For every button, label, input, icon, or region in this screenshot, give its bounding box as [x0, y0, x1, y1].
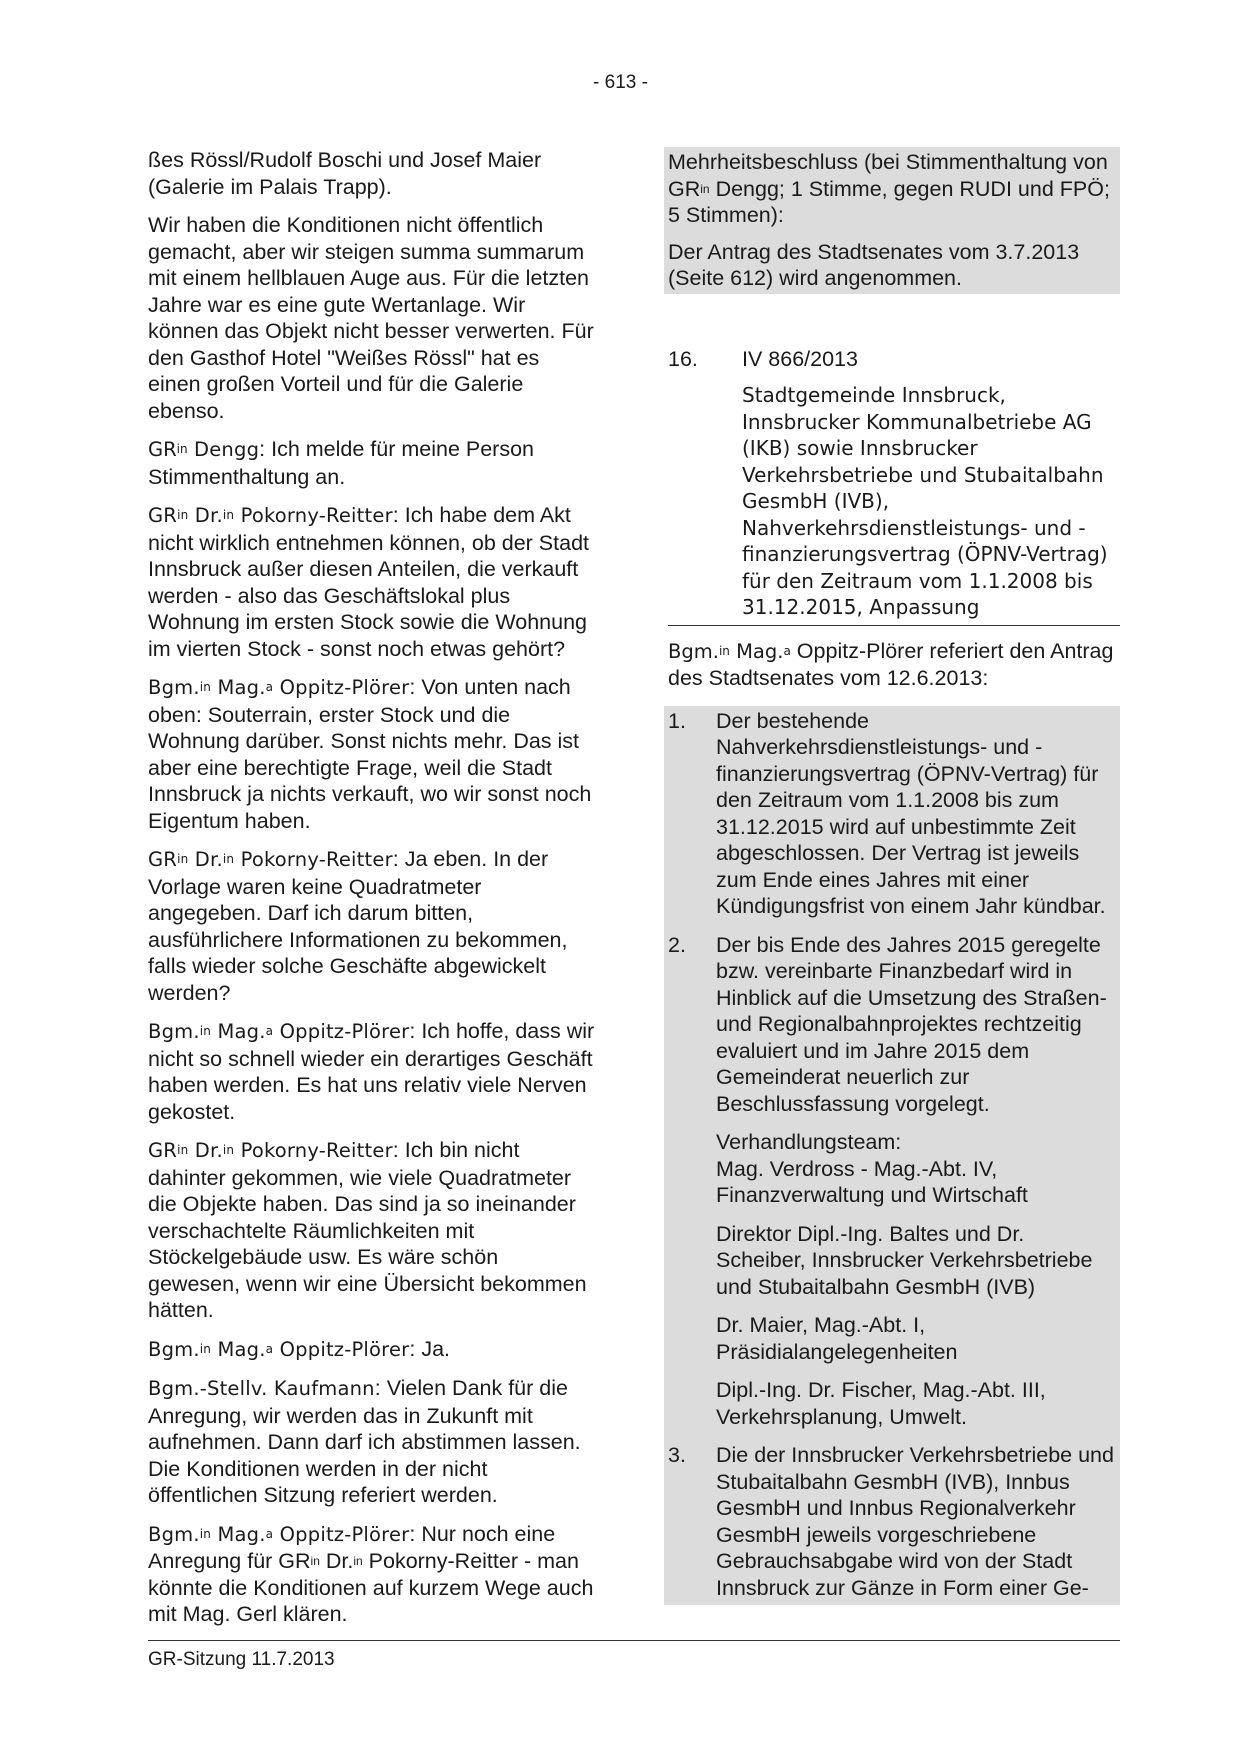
- decision-text: Mehrheitsbeschluss (bei Stimmenthaltung von $GR^{in}$ Dengg; 1 Stimme, gegen RUDI und FPÖ; 5 Stimmen):: [668, 150, 1110, 227]
- speaker: $GR^{in}$ Dr.$^{in}$ Pokorny-Reitter: [148, 848, 393, 871]
- list-item: [668, 708, 1116, 920]
- speech-oppitz-ploerer: Bgm.$^{in}$ Mag.$^a$ Oppitz-Plörer: Von unten nach oben: Souterrain, erster Stock und die Wohnung darüber. Sonst nichts mehr. Das ist aber eine berechtigte Frage, weil die Stadt Innsbruck ja nichts verkauft, wo wir sonst noch Eigentum haben.: [148, 675, 592, 833]
- speaker: Bgm.$^{in}$ Mag.$^a$ Oppitz-Plörer: [148, 1337, 410, 1361]
- agenda-item-title: Stadtgemeinde Innsbruck, Innsbrucker Kommunalbetriebe AG (IKB) sowie Innsbrucker Verkehrsbetriebe und Stubaitalbahn GesmbH (IVB), Nahverkehrsdienstleistungs- und -finanzierungsvertrag (ÖPNV-Vertrag) für den Zeitraum vom 1.1.2008 bis 31.12.2015, Anpassung: [742, 383, 1108, 619]
- list-item-body: [716, 932, 1116, 1431]
- team-member: Direktor Dipl.-Ing. Baltes und Dr. Scheiber, Innsbrucker Verkehrsbetriebe und Stubaitalbahn GesmbH (IVB): [716, 1221, 1093, 1299]
- speech-pokorny-reitter: $GR^{in}$ Dr.$^{in}$ Pokorny-Reitter: Ich bin nicht dahinter gekommen, wie viele Quadratmeter die Objekte haben. Das sind ja so ineinander verschachtelte Räumlichkeiten mit Stöckelgebäude usw. Es wäre schön gewesen, wenn wir eine Übersicht bekommen hätten.: [148, 1138, 587, 1322]
- decision-result: Der Antrag des Stadtsenates vom 3.7.2013 (Seite 612) wird angenommen.: [668, 239, 1080, 290]
- list-item-number: 1.: [668, 708, 686, 733]
- speech-kaufmann: Bgm.-Stellv. Kaufmann: Vielen Dank für die Anregung, wir werden das in Zukunft mit aufnehmen. Dann darf ich abstimmen lassen. Die Konditionen werden in der nicht öffentlichen Sitzung referiert werden.: [148, 1376, 581, 1507]
- list-item-text: Der bis Ende des Jahres 2015 geregelte bzw. vereinbarte Finanzbedarf wird in Hinblick auf die Umsetzung des Straßen- und Regionalbahnprojektes rechtzeitig evaluiert und im Jahre 2015 dem Gemeinderat neuerlich zur Beschlussfassung vorgelegt.: [716, 932, 1107, 1116]
- list-item-text: Die der Innsbrucker Verkehrsbetriebe und Stubaitalbahn GesmbH (IVB), Innbus GesmbH und Innbus Regionalverkehr GesmbH jeweils vorgeschriebene Gebrauchsabgabe wird von der Stadt Innsbruck zur Gänze in Form einer Ge-: [716, 1443, 1114, 1600]
- speaker: $GR^{in}$ Dr.$^{in}$ Pokorny-Reitter: [148, 1139, 393, 1162]
- right-column: [668, 147, 1120, 1605]
- speech-dengg: $GR^{in}$ Dengg: Ich melde für meine Person Stimmenthaltung an.: [148, 437, 535, 489]
- page-number: - 613 -: [593, 72, 648, 93]
- footer-divider: [148, 1640, 1120, 1641]
- divider: [668, 625, 1120, 626]
- team-member: Dipl.-Ing. Dr. Fischer, Mag.-Abt. III, Verkehrsplanung, Umwelt.: [716, 1378, 1046, 1429]
- speech-pokorny-reitter: $GR^{in}$ Dr.$^{in}$ Pokorny-Reitter: Ich habe dem Akt nicht wirklich entnehmen können, ob der Stadt Innsbruck außer diesen Anteilen, die verkauft werden - also das Geschäftslokal plus Wohnung im ersten Stock sowie die Wohnung im vierten Stock - sonst noch etwas gehört?: [148, 503, 590, 661]
- agenda-item-ref: IV 866/2013: [742, 346, 858, 371]
- agenda-item-header: [668, 346, 1120, 373]
- paragraph: Wir haben die Konditionen nicht öffentlich gemacht, aber wir steigen summa summarum mit einem hellblauen Auge aus. Für die letzten Jahre war es eine gute Wertanlage. Wir können das Objekt nicht besser verwerten. Für den Gasthof Hotel "Weißes Rössl" hat es einen großen Vorteil und für die Galerie ebenso.: [148, 213, 594, 423]
- speaker: Bgm.$^{in}$ Mag.$^a$ Oppitz-Plörer: [148, 1522, 410, 1546]
- list-item: [668, 1442, 1116, 1601]
- speaker: Bgm.$^{in}$ Mag.$^a$ Oppitz-Plörer: [148, 676, 410, 699]
- agenda-item-number: 16.: [668, 346, 698, 371]
- list-item-text: Der bestehende Nahverkehrsdienstleistungs- und -finanzierungsvertrag (ÖPNV-Vertrag) für den Zeitraum vom 1.1.2008 bis zum 31.12.2015 wird auf unbestimmte Zeit abgeschlossen. Der Vertrag ist jeweils zum Ende eines Jahres mit einer Kündigungsfrist von einem Jahr kündbar.: [716, 708, 1106, 918]
- list-item: [668, 932, 1116, 1431]
- decision-box: [664, 147, 1120, 294]
- team-member: Mag. Verdross - Mag.-Abt. IV, Finanzverwaltung und Wirtschaft: [716, 1156, 1028, 1207]
- speaker: Bgm.$^{in}$ Mag.$^a$ Oppitz-Plörer: [148, 1020, 410, 1043]
- team-block: [716, 1129, 1116, 1209]
- speech-oppitz-ploerer: Bgm.$^{in}$ Mag.$^a$ Oppitz-Plörer: Ja.: [148, 1336, 451, 1361]
- list-item-number: 3.: [668, 1443, 686, 1467]
- referral-text: Bgm.$^{in}$ Mag.$^a$ Oppitz-Plörer referiert den Antrag des Stadtsenates vom 12.6.2013:: [668, 638, 1114, 690]
- footer-session-date: GR-Sitzung 11.7.2013: [148, 1649, 335, 1670]
- list-item-number: 2.: [668, 932, 686, 957]
- team-member: Dr. Maier, Mag.-Abt. I, Präsidialangelegenheiten: [716, 1313, 958, 1364]
- team-label: Verhandlungsteam:: [716, 1130, 902, 1154]
- left-column: [148, 147, 596, 1640]
- speaker: $GR^{in}$ Dr.$^{in}$ Pokorny-Reitter: [148, 504, 393, 527]
- speech-pokorny-reitter: $GR^{in}$ Dr.$^{in}$ Pokorny-Reitter: Ja eben. In der Vorlage waren keine Quadratmeter angegeben. Darf ich darum bitten, ausführlichere Informationen zu bekommen, falls wieder solche Geschäfte abgewickelt werden?: [148, 847, 568, 1005]
- motion-list: [664, 706, 1120, 1606]
- speaker: Bgm.-Stellv. Kaufmann: [148, 1377, 375, 1400]
- speech-oppitz-ploerer: Bgm.$^{in}$ Mag.$^a$ Oppitz-Plörer: Nur noch eine Anregung für $GR^{in}$ Dr.$^{in}$ Pokorny-Reitter - man könnte die Konditionen auf kurzem Wege auch mit Mag. Gerl klären.: [148, 1521, 594, 1626]
- speech-oppitz-ploerer: Bgm.$^{in}$ Mag.$^a$ Oppitz-Plörer: Ich hoffe, dass wir nicht so schnell wieder ein derartiges Geschäft haben werden. Es hat uns relativ viele Nerven gekostet.: [148, 1019, 595, 1124]
- speaker: $GR^{in}$ Dengg: [148, 438, 260, 461]
- paragraph: ßes Rössl/Rudolf Boschi und Josef Maier (Galerie im Palais Trapp).: [148, 148, 542, 199]
